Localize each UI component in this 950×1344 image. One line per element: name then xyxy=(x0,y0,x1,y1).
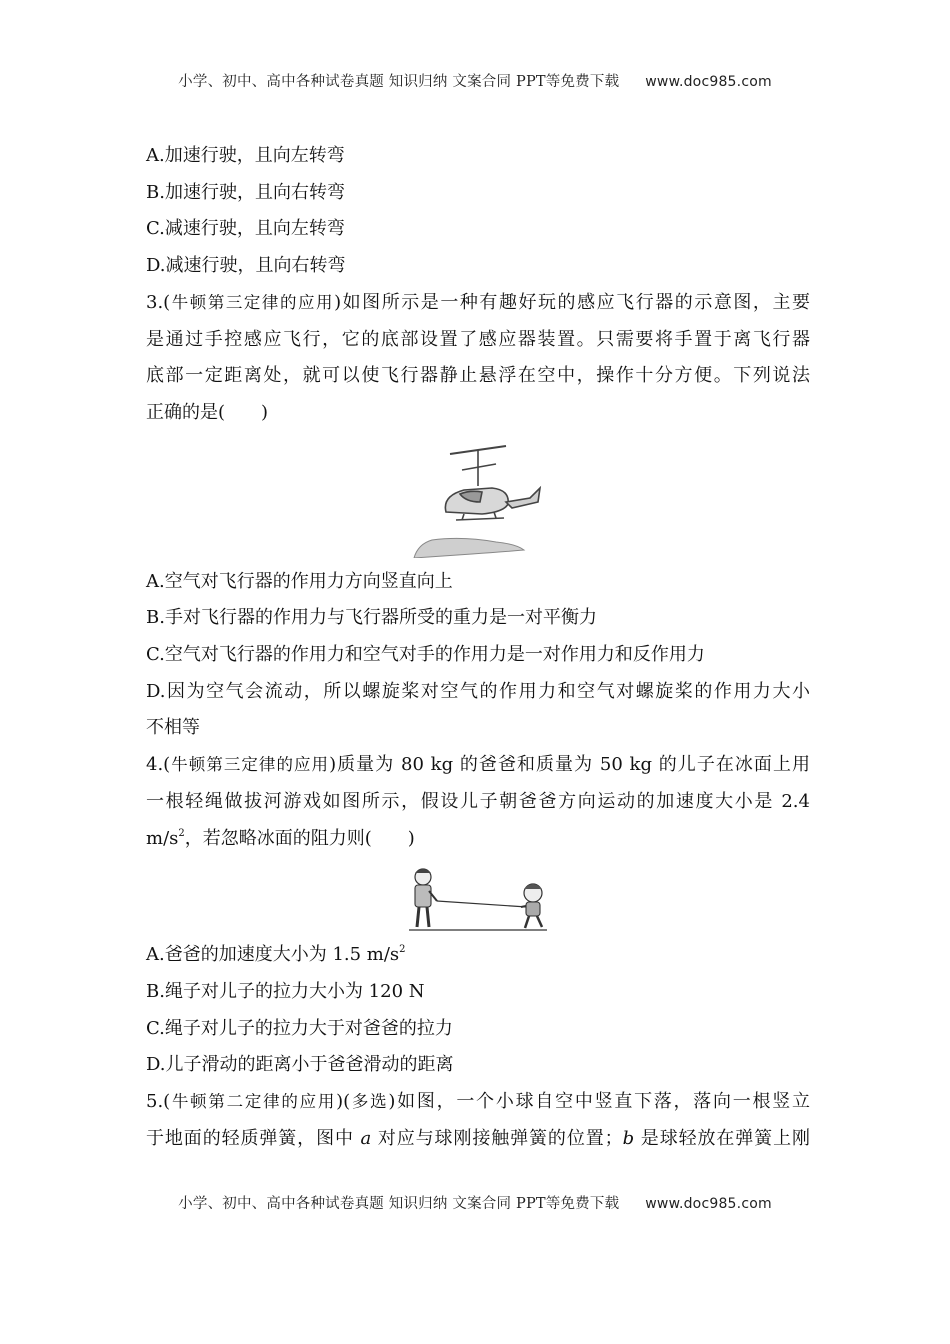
page-footer xyxy=(0,1192,950,1213)
q2-option-d: D.减速行驶，且向右转弯 xyxy=(146,255,346,277)
q4-topic-tag: 牛顿第三定律的应用 xyxy=(170,755,330,775)
q4-option-a: A.爸爸的加速度大小为 1.5 $m/s^2$ xyxy=(146,944,406,966)
q3-topic-tag: 牛顿第三定律的应用 xyxy=(170,292,335,312)
footer-url[interactable]: www.doc985.com xyxy=(645,1196,772,1212)
q4-option-c: C.绳子对儿子的拉力大于对爸爸的拉力 xyxy=(146,1017,453,1039)
q5-multi-tag: 多选 xyxy=(350,1092,389,1112)
q2-option-b: B.加速行驶，且向右转弯 xyxy=(146,181,345,203)
q3-option-b: B.手对飞行器的作用力与飞行器所受的重力是一对平衡力 xyxy=(146,607,597,629)
q3-stem-line-2: 是通过手控感应飞行，它的底部设置了感应器装置。只需要将手置于离飞行器 xyxy=(146,328,810,350)
q2-option-c: C.减速行驶，且向左转弯 xyxy=(146,218,345,240)
footer-text: 小学、初中、高中各种试卷真题 知识归纳 文案合同 PPT等免费下载 xyxy=(178,1196,620,1212)
helicopter-figure xyxy=(412,440,544,558)
q5-stem-line-2: 于地面的轻质弹簧，图中 a 对应与球刚接触弹簧的位置；b 是球轻放在弹簧上刚 xyxy=(146,1127,810,1149)
q4-stem-line-1: 4.(牛顿第三定律的应用)质量为 80 kg 的爸爸和质量为 50 kg 的儿子在冰面上用 xyxy=(146,754,810,776)
q3-stem-line-3: 底部一定距离处，就可以使飞行器静止悬浮在空中，操作十分方便。下列说法 xyxy=(146,365,810,387)
q3-stem-line-1: 3.(牛顿第三定律的应用)如图所示是一种有趣好玩的感应飞行器的示意图，主要 xyxy=(146,291,811,313)
header-url[interactable]: www.doc985.com xyxy=(645,74,772,90)
q3-option-c: C.空气对飞行器的作用力和空气对手的作用力是一对作用力和反作用力 xyxy=(146,644,705,666)
q3-stem-line-4: 正确的是( ) xyxy=(146,401,269,423)
q3-option-d-cont: 不相等 xyxy=(146,717,200,739)
q3-option-a: A.空气对飞行器的作用力方向竖直向上 xyxy=(146,570,453,592)
page-content xyxy=(146,138,810,1157)
q4-stem-line-3: $m/s^2$，若忽略冰面的阻力则( ) xyxy=(146,827,415,849)
q4-stem-line-2: 一根轻绳做拔河游戏如图所示，假设儿子朝爸爸方向运动的加速度大小是 2.4 xyxy=(146,790,810,812)
q5-topic-tag: 牛顿第二定律的应用 xyxy=(170,1092,337,1112)
q3-option-d: D.因为空气会流动，所以螺旋桨对空气的作用力和空气对螺旋桨的作用力大小 xyxy=(146,680,810,702)
tug-of-war-figure xyxy=(405,863,551,935)
page-header xyxy=(0,70,950,91)
header-text: 小学、初中、高中各种试卷真题 知识归纳 文案合同 PPT等免费下载 xyxy=(178,74,620,90)
q5-stem-line-1: 5.(牛顿第二定律的应用)(多选)如图，一个小球自空中竖直下落，落向一根竖立 xyxy=(146,1091,811,1113)
q2-option-a: A.加速行驶，且向左转弯 xyxy=(146,145,345,166)
q4-option-b: B.绳子对儿子的拉力大小为 120 N xyxy=(146,980,425,1002)
q4-option-d: D.儿子滑动的距离小于爸爸滑动的距离 xyxy=(146,1054,454,1076)
